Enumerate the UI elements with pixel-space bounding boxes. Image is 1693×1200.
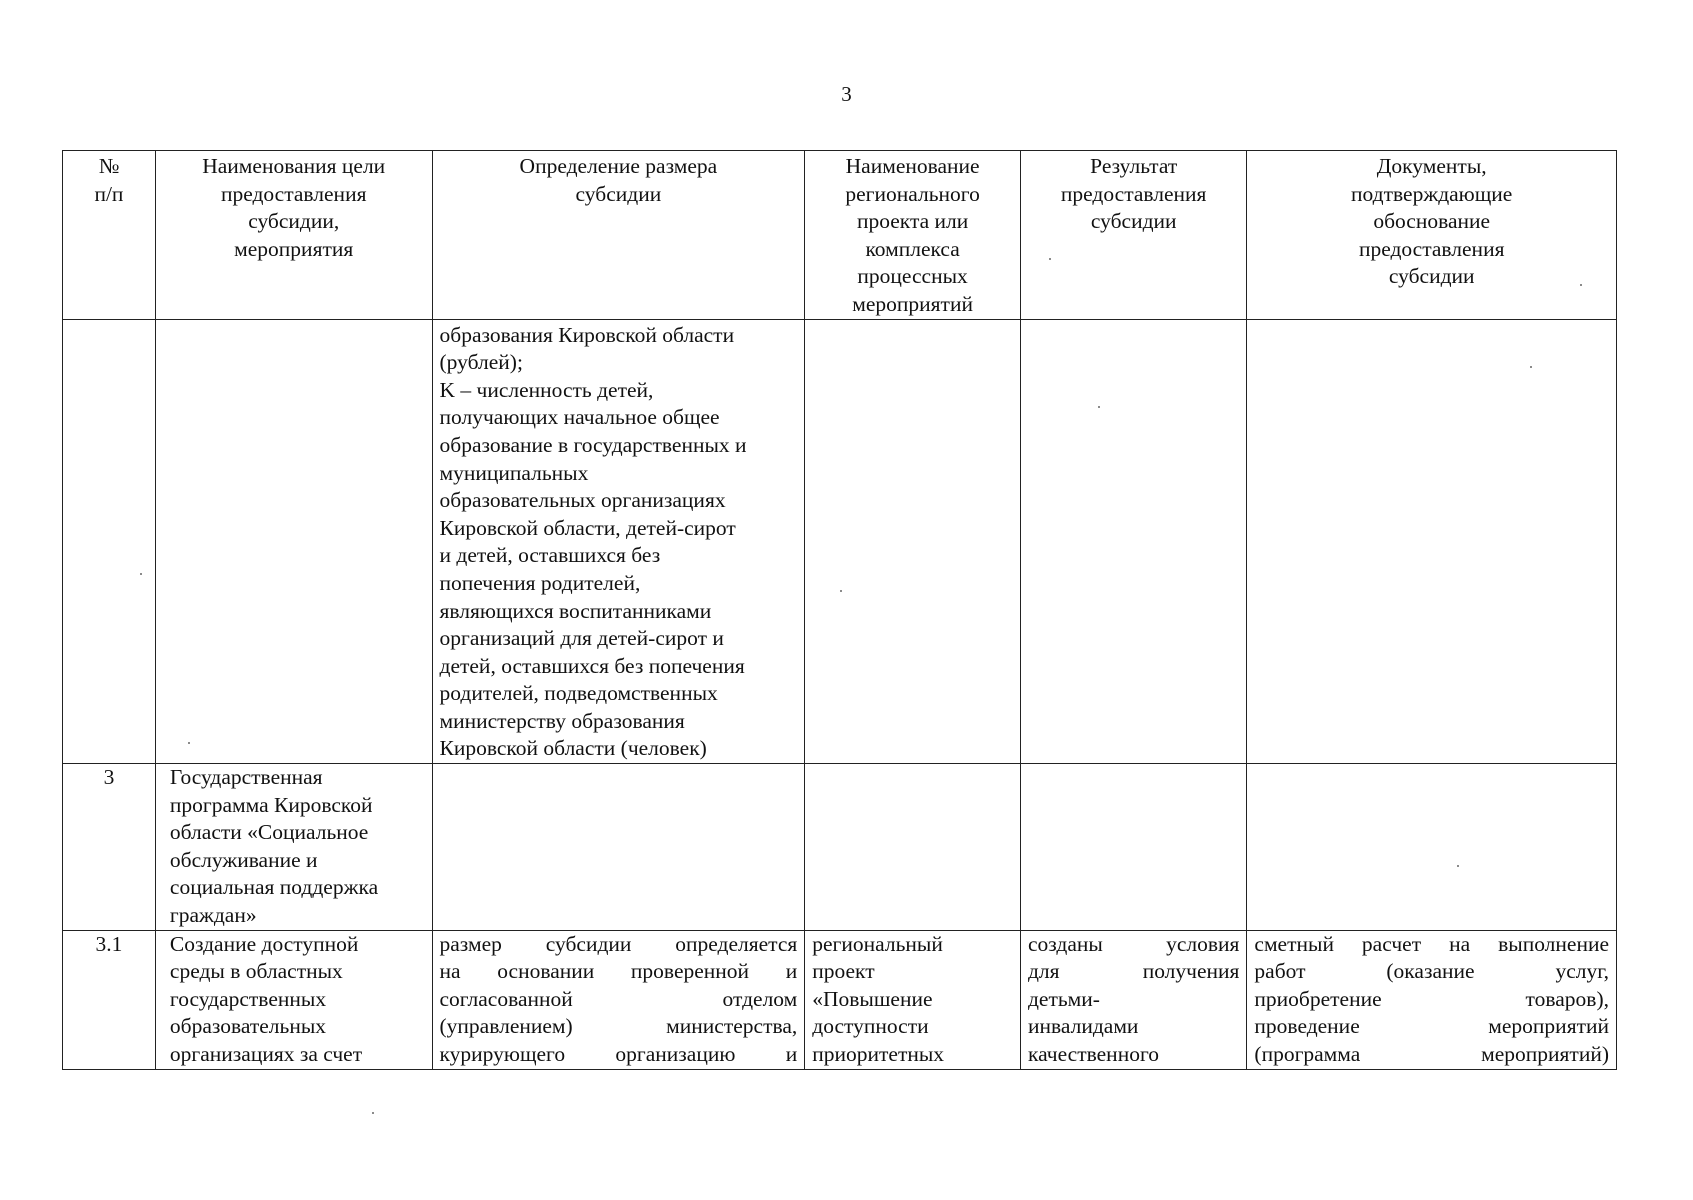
scan-speck — [1098, 406, 1100, 408]
row1-subsidy-size — [432, 319, 805, 764]
row2-result — [1020, 764, 1246, 931]
cell-text-line: предоставления — [1358, 236, 1505, 261]
cell-text-line: обслуживание и — [169, 847, 318, 872]
cell-text-line: граждан» — [169, 903, 257, 928]
row2-goal — [155, 764, 432, 931]
cell-text-line: детьми- — [1027, 986, 1100, 1011]
cell-text-line: образовательных — [169, 1014, 327, 1039]
cell-text-line: инвалидами — [1027, 1014, 1139, 1039]
scan-speck — [1530, 366, 1532, 368]
scan-speck — [188, 742, 190, 744]
cell-text-line: проекта или — [856, 209, 969, 234]
cell-text-line: обоснование — [1373, 209, 1491, 234]
row3-goal — [155, 930, 432, 1069]
cell-text-line: субсидии — [1388, 264, 1475, 289]
cell-text-line: согласованной отделом — [439, 986, 798, 1011]
cell-text-line: (рублей); — [439, 350, 523, 375]
cell-text-line: Государственная — [169, 765, 323, 790]
row3-subsidy-size — [432, 930, 805, 1069]
cell-text-line: мероприятий — [852, 291, 973, 316]
cell-text-line: приоритетных — [812, 1042, 945, 1066]
cell-text-line: Создание доступной — [169, 931, 359, 956]
header-result — [1020, 151, 1246, 320]
row3-project — [805, 930, 1021, 1069]
row2-subsidy-size — [432, 764, 805, 931]
cell-text-line: доступности — [812, 1014, 929, 1039]
table-row — [63, 764, 1617, 931]
cell-text-line: образование в государственных и — [439, 432, 747, 457]
row3-number: 3.1 — [63, 930, 156, 1069]
cell-text-line: Кировской области, детей-сирот — [439, 515, 736, 540]
cell-text-line: Наименования цели — [202, 154, 386, 178]
cell-text-line: социальная поддержка — [169, 875, 379, 900]
cell-text-line: предоставления — [220, 181, 367, 206]
header-documents — [1247, 151, 1617, 320]
cell-text-line: государственных — [169, 986, 327, 1011]
header-row — [63, 151, 1617, 320]
header-goal — [155, 151, 432, 320]
table-row — [63, 930, 1617, 1069]
cell-text-line: мероприятия — [234, 236, 354, 261]
cell-text-line: получающих начальное общее — [439, 405, 720, 430]
row1-project — [805, 319, 1021, 764]
cell-text-line: качественного — [1027, 1042, 1159, 1066]
cell-text-line: приобретение товаров), — [1254, 986, 1609, 1011]
cell-text-line: Результат — [1090, 154, 1178, 178]
cell-text-line: комплекса — [865, 236, 960, 261]
cell-text-line: Кировской области (человек) — [439, 736, 707, 761]
cell-text-line: детей, оставшихся без попечения — [439, 653, 745, 678]
row1-documents — [1247, 319, 1617, 764]
cell-text-line: (управлением) министерства, — [439, 1014, 798, 1039]
cell-text-line: подтверждающие — [1351, 181, 1513, 206]
scan-speck — [1580, 284, 1582, 286]
scan-speck — [372, 1112, 374, 1114]
cell-text-line: Документы, — [1376, 154, 1487, 178]
row2-number: 3 — [63, 764, 156, 931]
cell-text-line: регионального — [845, 181, 980, 206]
table-row — [63, 319, 1617, 764]
cell-text-line: п/п — [94, 181, 124, 206]
cell-text-line: «Повышение — [812, 986, 933, 1011]
row2-documents — [1247, 764, 1617, 931]
cell-text-line: организациях за счет — [169, 1042, 363, 1066]
scan-speck — [840, 590, 842, 592]
cell-text-line: субсидии — [575, 181, 662, 206]
row3-documents — [1247, 930, 1617, 1069]
page-number: 3 — [841, 82, 852, 106]
cell-text-line: проект — [812, 959, 875, 984]
cell-text-line: попечения родителей, — [439, 570, 641, 595]
cell-text-line: муниципальных — [439, 460, 589, 485]
scan-speck — [140, 573, 142, 575]
row1-number — [63, 319, 156, 764]
cell-text-line: курирующего организацию и — [439, 1042, 798, 1066]
cell-text-line: региональный — [812, 931, 943, 956]
cell-text-line: программа Кировской — [169, 792, 373, 817]
cell-text-line: (программа мероприятий) — [1254, 1042, 1609, 1066]
cell-text-line: на основании проверенной и — [439, 959, 798, 984]
cell-text-line: субсидии, — [248, 209, 340, 234]
cell-text-line: для получения — [1027, 959, 1240, 984]
cell-text-line: Наименование — [845, 154, 980, 178]
subsidy-table — [62, 150, 1617, 1070]
row1-result — [1020, 319, 1246, 764]
cell-text-line: субсидии — [1090, 209, 1177, 234]
cell-text-line: № — [98, 154, 120, 178]
cell-text-line: министерству образования — [439, 708, 685, 733]
cell-text-line: организаций для детей-сирот и — [439, 626, 724, 651]
cell-text-line: и детей, оставшихся без — [439, 543, 661, 568]
cell-text-line: сметный расчет на выполнение — [1254, 931, 1609, 956]
cell-text-line: являющихся воспитанниками — [439, 598, 712, 623]
row1-goal — [155, 319, 432, 764]
cell-text-line: процессных — [857, 264, 968, 289]
row3-result — [1020, 930, 1246, 1069]
cell-text-line: размер субсидии определяется — [439, 931, 798, 956]
header-project — [805, 151, 1021, 320]
cell-text-line: предоставления — [1060, 181, 1207, 206]
cell-text-line: среды в областных — [169, 959, 343, 984]
row2-project — [805, 764, 1021, 931]
cell-text-line: образовательных организациях — [439, 488, 726, 513]
scan-speck — [1457, 865, 1459, 867]
cell-text-line: работ (оказание услуг, — [1254, 959, 1609, 984]
header-number — [63, 151, 156, 320]
cell-text-line: образования Кировской области — [439, 322, 735, 347]
scan-speck — [1049, 258, 1051, 260]
header-subsidy-size — [432, 151, 805, 320]
cell-text-line: созданы условия — [1027, 931, 1240, 956]
cell-text-line: K – численность детей, — [439, 377, 654, 402]
cell-text-line: родителей, подведомственных — [439, 681, 718, 706]
cell-text-line: Определение размера — [519, 154, 718, 178]
cell-text-line: проведение мероприятий — [1254, 1014, 1609, 1039]
cell-text-line: области «Социальное — [169, 820, 369, 845]
